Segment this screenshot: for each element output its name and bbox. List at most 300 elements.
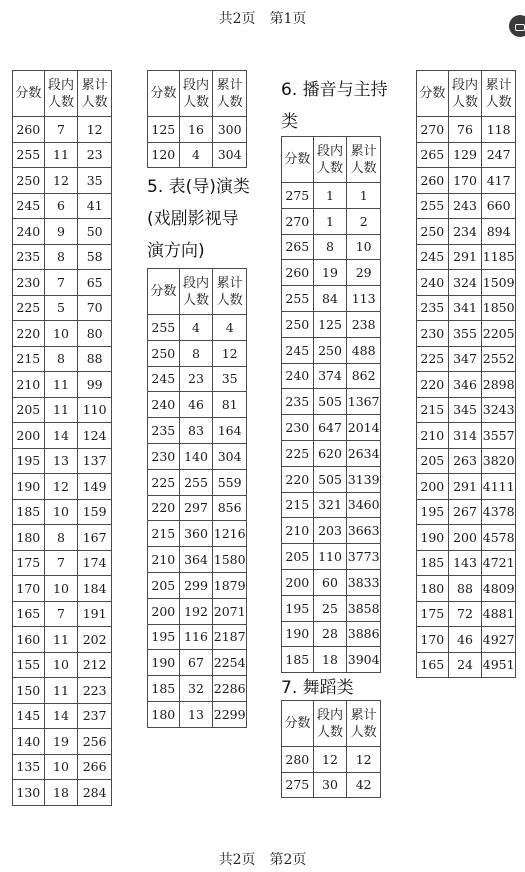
- table-row: [13, 219, 112, 245]
- band-count-cell: 11: [44, 142, 78, 168]
- cumulative-count-cell: 4809: [482, 576, 516, 602]
- band-count-cell: 4: [179, 315, 213, 341]
- cumulative-count-cell: 113: [347, 286, 381, 312]
- cumulative-count-cell: 110: [78, 397, 112, 423]
- table-row: [417, 117, 516, 143]
- score-cell: 190: [282, 621, 314, 647]
- header-band-count: [448, 71, 482, 117]
- band-count-cell: 346: [448, 372, 482, 398]
- score-cell: 185: [282, 647, 314, 673]
- score-cell: 230: [148, 443, 180, 469]
- score-cell: 210: [417, 423, 449, 449]
- header-band-count: [179, 71, 213, 117]
- score-cell: 155: [13, 652, 45, 678]
- cumulative-count-cell: 42: [347, 772, 381, 798]
- table-row: [148, 495, 247, 521]
- header-band-count-line: 段内: [316, 143, 343, 159]
- band-count-cell: 297: [179, 495, 213, 521]
- cumulative-count-cell: 149: [78, 474, 112, 500]
- table-row: [13, 397, 112, 423]
- band-count-cell: 8: [179, 340, 213, 366]
- score-cell: 120: [148, 142, 180, 168]
- score-cell: 180: [148, 701, 180, 727]
- score-cell: 190: [417, 525, 449, 551]
- cumulative-count-cell: 4: [213, 315, 247, 341]
- table-row: [13, 525, 112, 551]
- table-row: [417, 142, 516, 168]
- cumulative-count-cell: 99: [78, 372, 112, 398]
- band-count-cell: 11: [44, 372, 78, 398]
- score-cell: 210: [13, 372, 45, 398]
- cumulative-count-cell: 3833: [347, 569, 381, 595]
- cumulative-count-cell: 237: [78, 703, 112, 729]
- band-count-cell: 12: [44, 474, 78, 500]
- table-row: [148, 701, 247, 727]
- table-row: [148, 418, 247, 444]
- band-count-cell: 7: [44, 270, 78, 296]
- cumulative-count-cell: 35: [78, 168, 112, 194]
- band-count-cell: 1: [313, 183, 347, 209]
- table-row: [282, 440, 381, 466]
- table-row: [148, 392, 247, 418]
- cumulative-count-cell: 3773: [347, 544, 381, 570]
- band-count-cell: 267: [448, 499, 482, 525]
- table-row: [13, 474, 112, 500]
- table-row: [282, 415, 381, 441]
- band-count-cell: 7: [44, 601, 78, 627]
- cumulative-count-cell: 2299: [213, 701, 247, 727]
- cumulative-count-cell: 12: [347, 747, 381, 773]
- table-row: [417, 244, 516, 270]
- cumulative-count-cell: 4378: [482, 499, 516, 525]
- score-cell: 250: [417, 219, 449, 245]
- band-count-cell: 67: [179, 650, 213, 676]
- header-band-count-line: 段内: [47, 77, 74, 93]
- table-row: [417, 601, 516, 627]
- cumulative-count-cell: 3820: [482, 448, 516, 474]
- cumulative-count-cell: 304: [213, 443, 247, 469]
- cumulative-count-cell: 137: [78, 448, 112, 474]
- table-row: [13, 321, 112, 347]
- score-table-drama: [147, 268, 247, 728]
- score-cell: 235: [417, 295, 449, 321]
- cumulative-count-cell: 4951: [482, 652, 516, 678]
- cumulative-count-cell: 3904: [347, 647, 381, 673]
- score-cell: 230: [282, 415, 314, 441]
- score-cell: 260: [417, 168, 449, 194]
- table-header-row: [417, 71, 516, 117]
- header-score: 分数: [13, 71, 45, 117]
- score-cell: 250: [148, 340, 180, 366]
- cumulative-count-cell: 559: [213, 469, 247, 495]
- band-count-cell: 18: [313, 647, 347, 673]
- band-count-cell: 83: [179, 418, 213, 444]
- score-cell: 260: [282, 260, 314, 286]
- band-count-cell: 116: [179, 624, 213, 650]
- score-cell: 130: [13, 780, 45, 806]
- cumulative-count-cell: 3858: [347, 595, 381, 621]
- header-score: 分数: [148, 71, 180, 117]
- table-row: [282, 544, 381, 570]
- badge-icon[interactable]: [509, 15, 525, 37]
- band-count-cell: 234: [448, 219, 482, 245]
- cumulative-count-cell: 1185: [482, 244, 516, 270]
- band-count-cell: 12: [313, 747, 347, 773]
- cumulative-count-cell: 284: [78, 780, 112, 806]
- table-row: [417, 448, 516, 474]
- cumulative-count-cell: 3243: [482, 397, 516, 423]
- band-count-cell: 46: [179, 392, 213, 418]
- score-cell: 215: [148, 521, 180, 547]
- table-header-row: [282, 137, 381, 183]
- table-row: [282, 492, 381, 518]
- section-title-line: 6. 播音与主持: [281, 80, 388, 100]
- cumulative-count-cell: 2634: [347, 440, 381, 466]
- header-cumulative-count-line: 累计: [216, 77, 243, 93]
- score-cell: 225: [282, 440, 314, 466]
- score-cell: 225: [13, 295, 45, 321]
- band-count-cell: 11: [44, 627, 78, 653]
- table-row: [417, 627, 516, 653]
- table-row: [417, 270, 516, 296]
- cumulative-count-cell: 4721: [482, 550, 516, 576]
- band-count-cell: 18: [44, 780, 78, 806]
- band-count-cell: 314: [448, 423, 482, 449]
- header-cumulative-count-line: 累计: [81, 77, 108, 93]
- table-row: [148, 547, 247, 573]
- cumulative-count-cell: 2205: [482, 321, 516, 347]
- table-header-row: [13, 71, 112, 117]
- score-cell: 270: [282, 208, 314, 234]
- table-row: [282, 595, 381, 621]
- score-table-6: [416, 70, 516, 678]
- table-row: [417, 550, 516, 576]
- score-cell: 275: [282, 772, 314, 798]
- score-cell: 240: [282, 363, 314, 389]
- cumulative-count-cell: 223: [78, 678, 112, 704]
- score-cell: 230: [13, 270, 45, 296]
- score-cell: 265: [417, 142, 449, 168]
- band-count-cell: 255: [179, 469, 213, 495]
- cumulative-count-cell: 3139: [347, 466, 381, 492]
- score-cell: 175: [13, 550, 45, 576]
- header-cumulative-count: [347, 701, 381, 747]
- cumulative-count-cell: 167: [78, 525, 112, 551]
- header-band-count-line: 人数: [316, 724, 343, 740]
- score-table-broadcast: [281, 136, 381, 673]
- table-header-row: [148, 269, 247, 315]
- cumulative-count-cell: 417: [482, 168, 516, 194]
- header-band-count-line: 人数: [451, 94, 478, 110]
- band-count-cell: 8: [44, 346, 78, 372]
- table-row: [13, 652, 112, 678]
- cumulative-count-cell: 4578: [482, 525, 516, 551]
- cumulative-count-cell: 118: [482, 117, 516, 143]
- table-row: [148, 521, 247, 547]
- band-count-cell: 28: [313, 621, 347, 647]
- score-cell: 185: [417, 550, 449, 576]
- header-band-count: [179, 269, 213, 315]
- score-cell: 195: [13, 448, 45, 474]
- cumulative-count-cell: 23: [78, 142, 112, 168]
- score-cell: 175: [417, 601, 449, 627]
- section-title-broadcast: [281, 74, 388, 138]
- cumulative-count-cell: 174: [78, 550, 112, 576]
- band-count-cell: 10: [44, 754, 78, 780]
- band-count-cell: 13: [44, 448, 78, 474]
- band-count-cell: 30: [313, 772, 347, 798]
- table-header-row: [282, 701, 381, 747]
- band-count-cell: 10: [44, 652, 78, 678]
- score-cell: 275: [282, 183, 314, 209]
- band-count-cell: 76: [448, 117, 482, 143]
- score-cell: 265: [282, 234, 314, 260]
- cumulative-count-cell: 3886: [347, 621, 381, 647]
- score-cell: 135: [13, 754, 45, 780]
- cumulative-count-cell: 1509: [482, 270, 516, 296]
- table-row: [13, 372, 112, 398]
- table-row: [148, 676, 247, 702]
- header-cumulative-count-line: 累计: [350, 707, 377, 723]
- table-row: [417, 576, 516, 602]
- band-count-cell: 10: [44, 321, 78, 347]
- cumulative-count-cell: 304: [213, 142, 247, 168]
- band-count-cell: 203: [313, 518, 347, 544]
- score-cell: 170: [417, 627, 449, 653]
- cumulative-count-cell: 4881: [482, 601, 516, 627]
- score-cell: 185: [148, 676, 180, 702]
- band-count-cell: 19: [313, 260, 347, 286]
- section-title-drama: [147, 171, 250, 267]
- cumulative-count-cell: 202: [78, 627, 112, 653]
- table-row: [148, 598, 247, 624]
- score-table-dance: [281, 700, 381, 798]
- band-count-cell: 4: [179, 142, 213, 168]
- band-count-cell: 341: [448, 295, 482, 321]
- score-cell: 205: [417, 448, 449, 474]
- band-count-cell: 16: [179, 117, 213, 143]
- table-row: [417, 423, 516, 449]
- score-cell: 195: [148, 624, 180, 650]
- table-row: [417, 397, 516, 423]
- table-row: [282, 466, 381, 492]
- table-row: [148, 366, 247, 392]
- header-band-count: [313, 137, 347, 183]
- header-cumulative-count: [347, 137, 381, 183]
- header-band-count-line: 段内: [182, 275, 209, 291]
- band-count-cell: 250: [313, 337, 347, 363]
- cumulative-count-cell: 1850: [482, 295, 516, 321]
- table-row: [13, 780, 112, 806]
- header-cumulative-count-line: 人数: [216, 94, 243, 110]
- score-cell: 190: [148, 650, 180, 676]
- header-score: 分数: [282, 701, 314, 747]
- band-count-cell: 143: [448, 550, 482, 576]
- cumulative-count-cell: 2286: [213, 676, 247, 702]
- table-row: [282, 569, 381, 595]
- cumulative-count-cell: 29: [347, 260, 381, 286]
- band-count-cell: 32: [179, 676, 213, 702]
- page-counter-bottom: 共2页 第2页: [218, 852, 307, 868]
- cumulative-count-cell: 164: [213, 418, 247, 444]
- header-band-count: [313, 701, 347, 747]
- band-count-cell: 321: [313, 492, 347, 518]
- table-row: [282, 772, 381, 798]
- table-row: [13, 754, 112, 780]
- cumulative-count-cell: 1367: [347, 389, 381, 415]
- band-count-cell: 24: [448, 652, 482, 678]
- band-count-cell: 200: [448, 525, 482, 551]
- table-row: [13, 193, 112, 219]
- header-band-count: [44, 71, 78, 117]
- band-count-cell: 23: [179, 366, 213, 392]
- score-cell: 260: [13, 117, 45, 143]
- section-title-line: (戏剧影视导: [147, 209, 239, 229]
- band-count-cell: 1: [313, 208, 347, 234]
- cumulative-count-cell: 2898: [482, 372, 516, 398]
- header-score: 分数: [417, 71, 449, 117]
- band-count-cell: 14: [44, 703, 78, 729]
- cumulative-count-cell: 894: [482, 219, 516, 245]
- table-row: [13, 703, 112, 729]
- cumulative-count-cell: 1: [347, 183, 381, 209]
- band-count-cell: 345: [448, 397, 482, 423]
- cumulative-count-cell: 212: [78, 652, 112, 678]
- band-count-cell: 291: [448, 244, 482, 270]
- table-row: [282, 234, 381, 260]
- band-count-cell: 360: [179, 521, 213, 547]
- cumulative-count-cell: 70: [78, 295, 112, 321]
- section-title-line: 演方向): [147, 241, 205, 261]
- score-cell: 210: [148, 547, 180, 573]
- table-row: [148, 650, 247, 676]
- table-row: [13, 550, 112, 576]
- score-cell: 240: [417, 270, 449, 296]
- cumulative-count-cell: 81: [213, 392, 247, 418]
- cumulative-count-cell: 2071: [213, 598, 247, 624]
- table-row: [282, 363, 381, 389]
- table-row: [148, 572, 247, 598]
- cumulative-count-cell: 488: [347, 337, 381, 363]
- cumulative-count-cell: 2: [347, 208, 381, 234]
- cumulative-count-cell: 2552: [482, 346, 516, 372]
- cumulative-count-cell: 50: [78, 219, 112, 245]
- band-count-cell: 10: [44, 576, 78, 602]
- header-cumulative-count: [213, 71, 247, 117]
- score-cell: 185: [13, 499, 45, 525]
- band-count-cell: 299: [179, 572, 213, 598]
- header-cumulative-count: [213, 269, 247, 315]
- score-cell: 180: [13, 525, 45, 551]
- table-row: [13, 499, 112, 525]
- table-row: [13, 729, 112, 755]
- band-count-cell: 10: [44, 499, 78, 525]
- band-count-cell: 13: [179, 701, 213, 727]
- score-table-2: [147, 70, 247, 168]
- table-row: [417, 193, 516, 219]
- score-cell: 245: [13, 193, 45, 219]
- cumulative-count-cell: 856: [213, 495, 247, 521]
- table-row: [13, 576, 112, 602]
- cumulative-count-cell: 256: [78, 729, 112, 755]
- table-row: [148, 443, 247, 469]
- band-count-cell: 72: [448, 601, 482, 627]
- score-cell: 245: [417, 244, 449, 270]
- band-count-cell: 25: [313, 595, 347, 621]
- score-cell: 225: [148, 469, 180, 495]
- band-count-cell: 46: [448, 627, 482, 653]
- cumulative-count-cell: 3557: [482, 423, 516, 449]
- score-cell: 245: [282, 337, 314, 363]
- table-row: [13, 117, 112, 143]
- cumulative-count-cell: 238: [347, 311, 381, 337]
- cumulative-count-cell: 4927: [482, 627, 516, 653]
- band-count-cell: 192: [179, 598, 213, 624]
- band-count-cell: 291: [448, 474, 482, 500]
- table-row: [13, 423, 112, 449]
- score-cell: 240: [13, 219, 45, 245]
- score-cell: 220: [148, 495, 180, 521]
- band-count-cell: 170: [448, 168, 482, 194]
- table-row: [282, 747, 381, 773]
- table-row: [148, 469, 247, 495]
- header-cumulative-count: [78, 71, 112, 117]
- band-count-cell: 374: [313, 363, 347, 389]
- table-row: [282, 389, 381, 415]
- table-row: [417, 295, 516, 321]
- table-row: [148, 340, 247, 366]
- score-cell: 235: [282, 389, 314, 415]
- score-cell: 190: [13, 474, 45, 500]
- cumulative-count-cell: 1216: [213, 521, 247, 547]
- table-row: [13, 627, 112, 653]
- band-count-cell: 347: [448, 346, 482, 372]
- score-cell: 220: [282, 466, 314, 492]
- score-cell: 250: [13, 168, 45, 194]
- section-title-line: 7. 舞蹈类: [281, 678, 354, 698]
- band-count-cell: 11: [44, 397, 78, 423]
- header-band-count-line: 段内: [451, 77, 478, 93]
- band-count-cell: 263: [448, 448, 482, 474]
- cumulative-count-cell: 184: [78, 576, 112, 602]
- table-row: [282, 183, 381, 209]
- header-score: 分数: [282, 137, 314, 183]
- score-cell: 205: [13, 397, 45, 423]
- score-cell: 225: [417, 346, 449, 372]
- table-row: [13, 678, 112, 704]
- cumulative-count-cell: 660: [482, 193, 516, 219]
- score-cell: 195: [282, 595, 314, 621]
- cumulative-count-cell: 266: [78, 754, 112, 780]
- score-cell: 200: [417, 474, 449, 500]
- band-count-cell: 11: [44, 678, 78, 704]
- table-row: [13, 142, 112, 168]
- table-row: [282, 647, 381, 673]
- page-counter-top: 共2页 第1页: [218, 11, 307, 27]
- score-cell: 280: [282, 747, 314, 773]
- band-count-cell: 129: [448, 142, 482, 168]
- band-count-cell: 88: [448, 576, 482, 602]
- band-count-cell: 7: [44, 117, 78, 143]
- table-row: [282, 621, 381, 647]
- band-count-cell: 7: [44, 550, 78, 576]
- header-score: 分数: [148, 269, 180, 315]
- band-count-cell: 647: [313, 415, 347, 441]
- score-table-1: [12, 70, 112, 806]
- cumulative-count-cell: 1879: [213, 572, 247, 598]
- score-cell: 240: [148, 392, 180, 418]
- cumulative-count-cell: 124: [78, 423, 112, 449]
